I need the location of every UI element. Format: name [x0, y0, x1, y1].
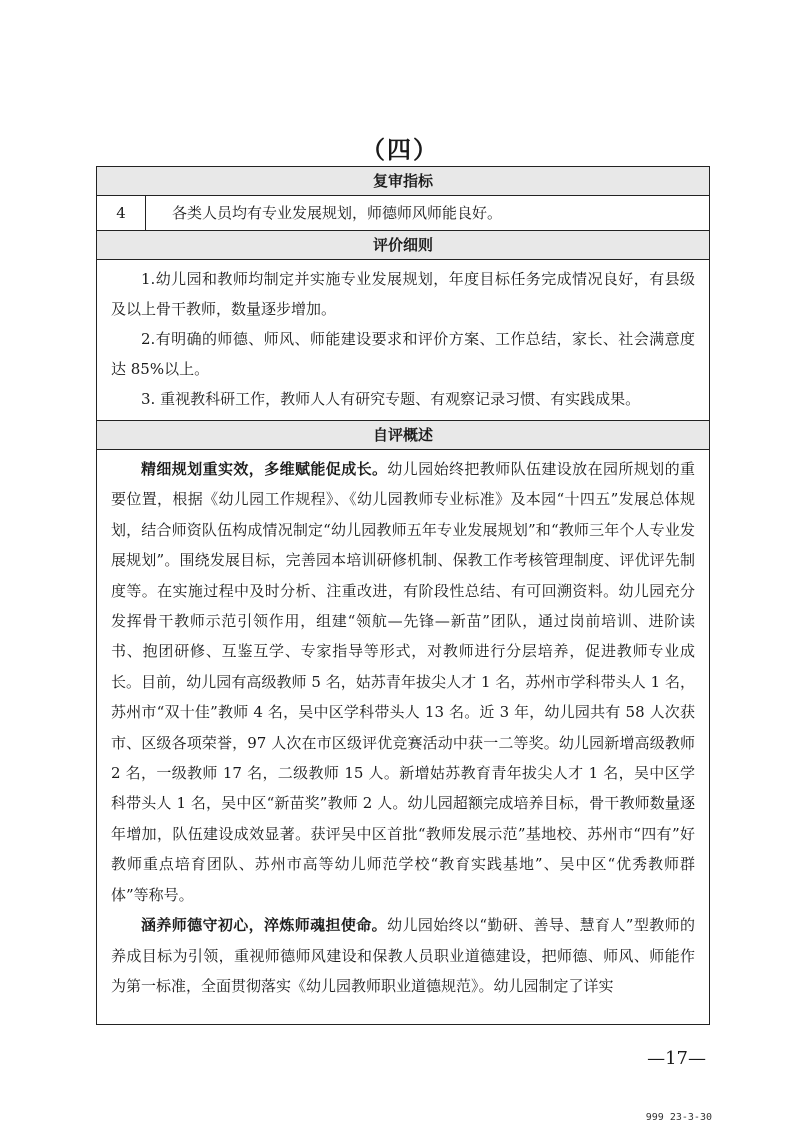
indicator-row [97, 196, 709, 231]
indicator-text: 各类人员均有专业发展规划，师德师风师能良好。 [172, 204, 503, 222]
section-title: （四） [361, 135, 439, 164]
self-review-paragraph [111, 454, 695, 910]
review-table [96, 166, 710, 1025]
self-review-heading: 自评概述 [97, 421, 709, 450]
paragraph-lead: 精细规划重实效，多维赋能促成长。 [141, 460, 388, 478]
rule-item: 2.有明确的师德、师风、师能建设要求和评价方案、工作总结，家长、社会满意度达 85%以上。 [111, 330, 695, 378]
page-number: —17— [647, 1048, 706, 1069]
print-stamp: 999 23-3-30 [645, 1112, 712, 1123]
rules-list [97, 260, 709, 421]
self-review-body [97, 450, 709, 1024]
paragraph-lead: 涵养师德守初心，淬炼师魂担使命。 [141, 916, 388, 935]
paragraph-text: 幼儿园始终把教师队伍建设放在园所规划的重要位置，根据《幼儿园工作规程》、《幼儿园教师专业标准》及本园“十四五”发展总体规划，结合师资队伍构成情况制定“幼儿园教师五年专业发展规划”和“教师三年个人专业发展规划”。围绕发展目标，完善园本培训研修机制、保教工作考核管理制度、评优评先制度等。在实施过程中及时分析、注重改进，有阶段性总结、有可回溯资料。幼儿园充分发挥骨干教师示范引领作用，组建“领航—先锋—新苗”团队，通过岗前培训、进阶读书、抱团研修、互鉴互学、专家指导等形式，对教师进行分层培养，促进教师专业成长。目前，幼儿园有高级教师 5 名，姑苏青年拔尖人才 1 名，苏州市学科带头人 1 名，苏州市“双十佳”教师 4 名，吴中区学科带头人 13 名。近 3 年，幼儿园共有 58 人次获市、区级各项荣誉，97 人次在市区级评优竞赛活动中获一二等奖。幼儿园新增高级教师 2 名，一级教师 17 名，二级教师 15 人。新增姑苏教育青年拔尖人才 1 名，吴中区学科带头人 1 名，吴中区“新苗奖”教师 2 人。幼儿园超额完成培养目标，骨干教师数量逐年增加，队伍建设成效显著。获评吴中区首批“教师发展示范”基地校、苏州市“四有”好教师重点培育团队、苏州市高等幼儿师范学校“教育实践基地”、吴中区“优秀教师群体”等称号。 [111, 460, 695, 904]
self-review-paragraph [111, 910, 695, 1001]
review-indicator-heading: 复审指标 [97, 167, 709, 196]
paragraph-text: 幼儿园始终以“勤研、善导、慧育人”型教师的养成目标为引领，重视师德师风建设和保教人员职业道德建设，把师德、师风、师能作为第一标准，全面贯彻落实《幼儿园教师职业道德规范》。幼儿园制定了详实 [111, 916, 695, 995]
rule-item: 3. 重视教科研工作，教师人人有研究专题、有观察记录习惯、有实践成果。 [141, 390, 641, 408]
rules-heading: 评价细则 [97, 231, 709, 260]
rule-item: 1.幼儿园和教师均制定并实施专业发展规划，年度目标任务完成情况良好，有县级及以上骨干教师，数量逐步增加。 [111, 270, 695, 318]
indicator-number: 4 [97, 196, 146, 230]
